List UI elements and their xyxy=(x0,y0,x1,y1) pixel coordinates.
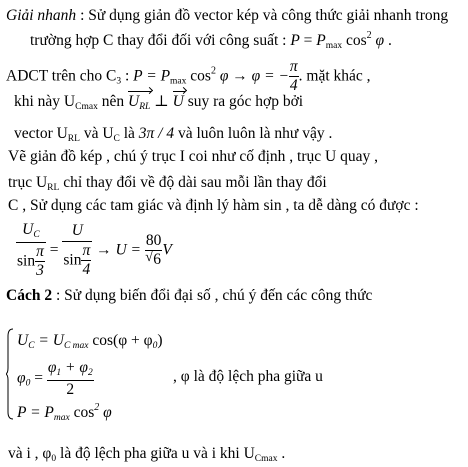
subscript-cmax: C max xyxy=(63,341,89,351)
heading-giai-nhanh: Giải nhanh xyxy=(6,7,77,24)
fraction-80-over-sqrt6 xyxy=(145,233,163,269)
line-4-text: khi này U xyxy=(14,93,76,110)
arrow-result: → U = xyxy=(92,241,145,259)
subscript-cmax: Cmax xyxy=(254,454,278,464)
symbol-p: P xyxy=(290,32,300,49)
numerator xyxy=(16,222,46,241)
superscript-2: 2 xyxy=(94,402,100,413)
system-row-1 xyxy=(17,333,163,352)
expr-phi-arrow: φ → φ = − xyxy=(215,67,289,85)
equals: = xyxy=(45,241,63,259)
symbol-phi-1: φ xyxy=(47,359,57,376)
last-line xyxy=(8,446,285,465)
vector-u: U xyxy=(172,93,184,110)
fraction-pi-over-4 xyxy=(81,243,91,279)
superscript-2: 2 xyxy=(210,65,216,77)
perp-symbol: ⊥ xyxy=(150,93,173,110)
equals: = xyxy=(30,369,47,387)
superscript-2: 2 xyxy=(366,30,372,41)
line-2-text: trường hợp C thay đổi đối với công suất : xyxy=(30,32,291,49)
subscript-2: 2 xyxy=(87,368,93,378)
system-brace xyxy=(6,328,14,420)
line-6-text: Vẽ giản đồ kép , chú ý trục I coi như cố định , trục U quay , xyxy=(8,148,378,165)
vector-u-rl xyxy=(128,94,150,113)
denominator: 2 xyxy=(66,380,75,398)
expr-p-pmax: P = P xyxy=(133,67,171,85)
cos: cos xyxy=(69,404,95,421)
denominator: 3 xyxy=(36,262,44,280)
subscript-3: 3 xyxy=(116,76,122,87)
equals-u: = U xyxy=(34,332,64,349)
symbol-u: U xyxy=(17,332,29,349)
heading-cach-2: Cách 2 xyxy=(6,287,53,304)
subscript-c: C xyxy=(28,341,35,351)
subscript-rl: RL xyxy=(47,183,60,193)
subscript-max: max xyxy=(53,413,70,423)
line-7-t2: chỉ thay đổi về độ dài sau mỗi lần thay đổi xyxy=(59,174,327,191)
numerator: π xyxy=(82,241,91,259)
nen: nên xyxy=(97,93,128,110)
subscript-0: 0 xyxy=(51,454,57,464)
equals: = xyxy=(299,32,317,49)
subscript-max: max xyxy=(325,41,343,51)
line-5-t1: vector U xyxy=(14,125,68,142)
line-8 xyxy=(8,198,419,214)
line-4 xyxy=(14,94,303,113)
symbol-phi: φ xyxy=(371,32,385,49)
plus-phi-2: + φ xyxy=(61,359,88,376)
sin: sin xyxy=(17,252,36,270)
sqrt-6 xyxy=(146,252,161,268)
subscript-rl: RL xyxy=(67,134,80,144)
fraction-pi-over-4 xyxy=(289,59,299,95)
vector-u: U xyxy=(127,93,140,110)
denominator: 4 xyxy=(289,77,298,95)
denominator xyxy=(62,243,92,279)
symbol-pmax: P xyxy=(316,32,326,49)
system-row-3 xyxy=(17,403,112,424)
line-7 xyxy=(8,175,327,194)
line-3-tail: . mặt khác , xyxy=(298,67,371,85)
cos: cos xyxy=(342,32,367,49)
numerator: π xyxy=(36,242,44,260)
line-1 xyxy=(6,8,448,24)
numerator: π xyxy=(289,58,298,75)
line-3-text: ADCT trên cho C xyxy=(6,67,117,85)
sin: sin xyxy=(63,250,82,268)
period: . xyxy=(384,32,392,49)
line-4-tail: suy ra góc hợp bởi xyxy=(183,93,304,110)
line-3 xyxy=(6,59,371,95)
fraction-u-over-sin-pi4 xyxy=(62,223,92,278)
line-5 xyxy=(14,126,332,145)
subscript-max: max xyxy=(170,76,187,87)
denominator: 4 xyxy=(82,260,91,278)
cos-term: cos(φ + φ xyxy=(88,332,153,349)
fraction-pi-over-3 xyxy=(35,244,45,280)
cos: cos xyxy=(186,67,211,85)
radicand: 6 xyxy=(153,251,161,269)
subscript-c: C xyxy=(33,230,40,240)
line-5-t2: và U xyxy=(79,125,114,142)
fraction-uc-over-sin-pi3 xyxy=(16,222,46,280)
p-equals-pmax: P = P xyxy=(17,404,54,421)
subscript-0: 0 xyxy=(25,378,31,389)
symbol-phi: φ xyxy=(17,369,26,387)
symbol-u: U xyxy=(22,221,34,238)
last-line-t1: và i , φ xyxy=(8,445,52,462)
subscript-0: 0 xyxy=(152,341,158,351)
denominator xyxy=(16,244,46,280)
side-note xyxy=(173,369,323,385)
system-row-2 xyxy=(17,360,94,398)
subscript-cmax: Cmax xyxy=(75,102,98,112)
close-paren: ) xyxy=(157,332,163,349)
unit-v: V xyxy=(162,241,172,259)
last-line-t3: . xyxy=(277,445,286,462)
line-8-text: C , Sử dụng các tam giác và định lý hàm sin , ta dễ dàng có được : xyxy=(8,197,419,214)
colon: : xyxy=(121,67,134,85)
subscript-1: 1 xyxy=(56,368,62,378)
line-10 xyxy=(6,288,372,304)
subscript-c: C xyxy=(113,134,120,144)
angle-3pi-4: 3π / 4 xyxy=(138,125,175,142)
line-5-t4: và luôn luôn là như vậy . xyxy=(174,125,333,142)
numerator xyxy=(47,360,94,379)
symbol-phi: φ xyxy=(99,404,112,421)
line-6 xyxy=(8,149,378,165)
line-7-t1: trục U xyxy=(8,174,48,191)
line-2 xyxy=(30,31,392,52)
line-1-text: : Sử dụng giản đồ vector kép và công thức giải nhanh trong xyxy=(76,7,449,24)
denominator xyxy=(145,252,163,268)
fraction-phi-average xyxy=(47,360,94,398)
subscript-rl: RL xyxy=(139,102,151,112)
side-note-text: , φ là độ lệch pha giữa u xyxy=(173,368,323,385)
numerator: U xyxy=(71,222,83,240)
last-line-t2: là độ lệch pha giữa u và i khi U xyxy=(56,445,255,462)
formula-sine-rule xyxy=(16,222,172,280)
numerator: 80 xyxy=(145,231,162,249)
line-5-t3: là xyxy=(119,125,139,142)
line-10-text: : Sử dụng biến đổi đại số , chú ý đến các công thức xyxy=(52,287,373,304)
